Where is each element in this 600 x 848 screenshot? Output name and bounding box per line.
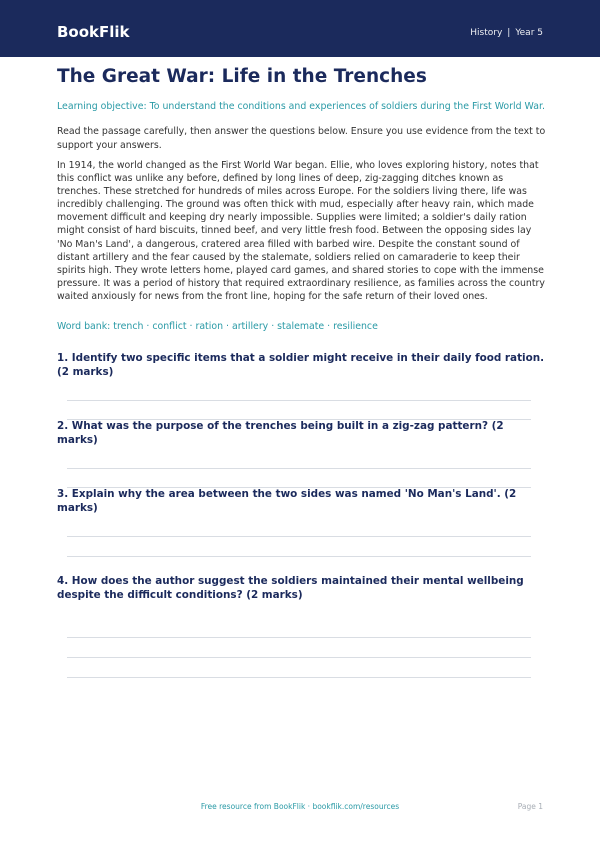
word-bank: Word bank: trench · conflict · ration · artillery · stalemate · resilience — [57, 321, 378, 332]
answer-line-2a[interactable] — [67, 468, 531, 469]
answer-line-3b[interactable] — [67, 556, 531, 557]
answer-line-4c[interactable] — [67, 677, 531, 678]
subject-breadcrumb — [470, 27, 543, 39]
question-3: 3. Explain why the area between the two sides was named 'No Man's Land'. (2 marks) — [57, 488, 517, 514]
brand-logo-text[interactable]: BookFlik — [57, 23, 130, 41]
page-title: The Great War: Life in the Trenches — [57, 66, 427, 87]
answer-line-4a[interactable] — [67, 637, 531, 638]
subject-label: History — [470, 28, 503, 38]
reading-passage: In 1914, the world changed as the First World War began. Ellie, who loves exploring history, notes that this conflict was unlike any before, defined by long lines of deep, zig-zagging ditches known as trenches. These stretched for hundreds of miles across Europe. For the soldiers living there, life was incredibly challenging. The ground was often thick with mud, especially after heavy rain, which made movement difficult and keeping dry nearly impossible. Supplies were limited; a soldier's daily ration might consist of hard biscuits, tinned beef, and very little fresh food. Between the opposing sides lay 'No Man's Land', a dangerous, cratered area filled with barbed wire. Despite the constant sound of distant artillery and the fear caused by the stalemate, soldiers relied on camaraderie to keep their spirits high. They wrote letters home, played card games, and shared stories to cope with the immense pressure. It was a period of history that required extraordinary resilience, as families across the country waited anxiously for news from the front line, hoping for the safe return of their loved ones. — [57, 160, 545, 302]
page-number: Page 1 — [517, 802, 543, 811]
breadcrumb-separator: | — [507, 28, 511, 38]
learning-objective: Learning objective: To understand the conditions and experiences of soldiers during the First World War. — [57, 101, 545, 112]
question-4: 4. How does the author suggest the soldiers maintained their mental wellbeing despite the difficult conditions? (2 marks) — [57, 575, 524, 601]
answer-line-3a[interactable] — [67, 536, 531, 537]
question-1: 1. Identify two specific items that a soldier might receive in their daily food ration. (2 marks) — [57, 352, 545, 378]
question-2: 2. What was the purpose of the trenches being built in a zig-zag pattern? (2 marks) — [57, 420, 504, 446]
answer-line-1a[interactable] — [67, 400, 531, 401]
instructions-text: Read the passage carefully, then answer the questions below. Ensure you use evidence from the text to support your answers. — [57, 126, 546, 151]
footer-resource-link[interactable]: Free resource from BookFlik · bookflik.com/resources — [200, 802, 400, 811]
year-label: Year 5 — [515, 28, 543, 38]
header-bar — [0, 0, 600, 57]
answer-line-4b[interactable] — [67, 657, 531, 658]
